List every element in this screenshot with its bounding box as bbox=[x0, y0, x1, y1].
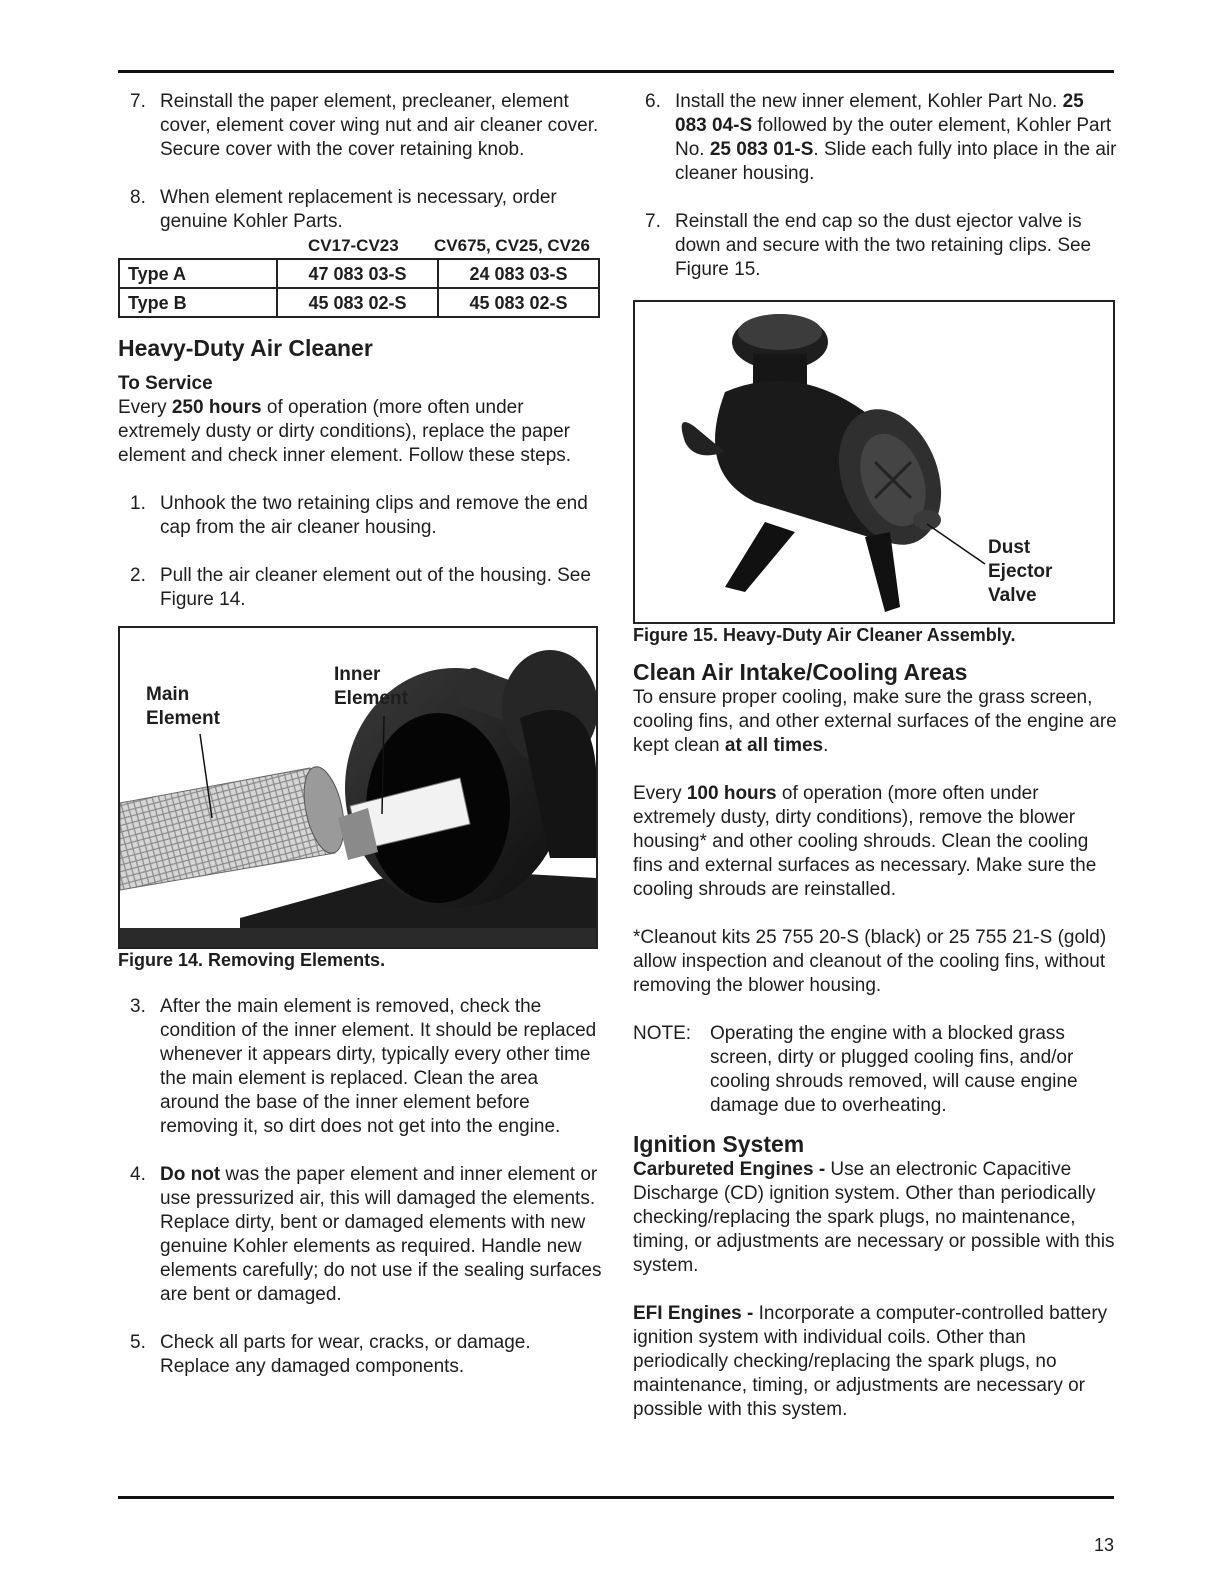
note-label: NOTE: bbox=[633, 1023, 692, 1044]
col-header-cv17: CV17-CV23 bbox=[308, 236, 399, 255]
clean-p1: To ensure proper cooling, make sure the grass screen, cooling fins, and other external surfaces of the engine are kept clean at all times. bbox=[633, 687, 1117, 756]
cell-cv675: 45 083 02-S bbox=[438, 288, 599, 317]
step-3: 3. After the main element is removed, check the condition of the inner element. It should be replaced whenever it appears dirty, typically every other time the main element is replaced. Clean the area around the base of the inner element before removing it, so dirt does not get into the engine. bbox=[130, 996, 597, 1137]
service-intro: Every 250 hours of operation (more often under extremely dusty or dirty conditions), replace the paper element and check inner element. Follow these steps. bbox=[118, 397, 572, 466]
figure-14 bbox=[118, 626, 598, 949]
right-column bbox=[633, 90, 1117, 1422]
label-dust-ejector-valve: Dust Ejector Valve bbox=[988, 537, 1053, 606]
note-text: Operating the engine with a blocked grass screen, dirty or plugged cooling fins, and/or cooling shrouds removed, will cause engine damage due to overheating. bbox=[710, 1023, 1078, 1116]
step-5: 5. Check all parts for wear, cracks, or damage. Replace any damaged components. bbox=[130, 1332, 531, 1377]
step-4: 4. Do not was the paper element and inner element or use pressurized air, this will damaged the elements. Replace dirty, bent or damaged elements with new genuine Kohler elements as required. Handle new elements carefully; do not use if the sealing surfaces are bent or damaged. bbox=[130, 1164, 602, 1305]
cell-cv17: 47 083 03-S bbox=[277, 259, 438, 288]
note bbox=[633, 1022, 1117, 1118]
section-heading-heavy-duty: Heavy-Duty Air Cleaner bbox=[118, 335, 373, 361]
bottom-rule bbox=[118, 1496, 1114, 1499]
ignition-carbureted: Carbureted Engines - Use an electronic Capacitive Discharge (CD) ignition system. Other than periodically checking/replacing the spark plugs, no maintenance, timing, or adjustments are necessary or possible with this system. bbox=[633, 1159, 1115, 1276]
table-row bbox=[119, 259, 599, 288]
step-6: 6. Install the new inner element, Kohler Part No. 25 083 04-S followed by the outer element, Kohler Part No. 25 083 01-S. Slide each fully into place in the air cleaner housing. bbox=[645, 91, 1117, 184]
page-number: 13 bbox=[1093, 1535, 1114, 1555]
step-7-right: 7. Reinstall the end cap so the dust ejector valve is down and secure with the two retaining clips. See Figure 15. bbox=[645, 211, 1092, 280]
label-main-element: Main Element bbox=[146, 684, 220, 729]
step-1: 1. Unhook the two retaining clips and remove the end cap from the air cleaner housing. bbox=[130, 493, 588, 538]
figure-15-caption: Figure 15. Heavy-Duty Air Cleaner Assembly. bbox=[633, 625, 1016, 645]
parts-table bbox=[118, 258, 600, 318]
top-rule bbox=[118, 70, 1114, 73]
step-text: Reinstall the paper element, precleaner, element cover, element cover wing nut and air cleaner cover. Secure cover with the cover retaining knob. bbox=[160, 91, 599, 160]
parts-table-header bbox=[118, 234, 602, 258]
subheading-to-service: To Service bbox=[118, 373, 213, 394]
clean-p3: *Cleanout kits 25 755 20-S (black) or 25 755 21-S (gold) allow inspection and cleanout of the cooling fins, without removing the blower housing. bbox=[633, 927, 1107, 996]
figure-15 bbox=[633, 300, 1115, 624]
step-number: 7. bbox=[130, 91, 146, 112]
left-column bbox=[118, 90, 602, 1379]
step-8-left bbox=[118, 186, 602, 234]
cell-cv17: 45 083 02-S bbox=[277, 288, 438, 317]
label-inner-element: Inner Element bbox=[334, 664, 408, 709]
table-row bbox=[119, 288, 599, 317]
ignition-efi: EFI Engines - Incorporate a computer-controlled battery ignition system with individual coils. Other than periodically checking/replacing the spark plugs, no maintenance, timing, or adjustments are necessary or possible with this system. bbox=[633, 1303, 1108, 1420]
cell-cv675: 24 083 03-S bbox=[438, 259, 599, 288]
section-heading-clean-air: Clean Air Intake/Cooling Areas bbox=[633, 659, 968, 685]
clean-p2: Every 100 hours of operation (more often under extremely dusty, dirty conditions), remove the blower housing* and other cooling shrouds. Clean the cooling fins and external surfaces as necessary. Make sure the cooling shrouds are reinstalled. bbox=[633, 783, 1097, 900]
step-number: 8. bbox=[130, 187, 146, 208]
step-7-left bbox=[118, 90, 602, 162]
step-text: When element replacement is necessary, order genuine Kohler Parts. bbox=[160, 187, 557, 232]
col-header-cv675: CV675, CV25, CV26 bbox=[434, 236, 590, 255]
row-label: Type A bbox=[119, 259, 277, 288]
figure-14-caption: Figure 14. Removing Elements. bbox=[118, 950, 386, 970]
row-label: Type B bbox=[119, 288, 277, 317]
section-heading-ignition: Ignition System bbox=[633, 1131, 805, 1157]
step-2: 2. Pull the air cleaner element out of the housing. See Figure 14. bbox=[130, 565, 591, 610]
